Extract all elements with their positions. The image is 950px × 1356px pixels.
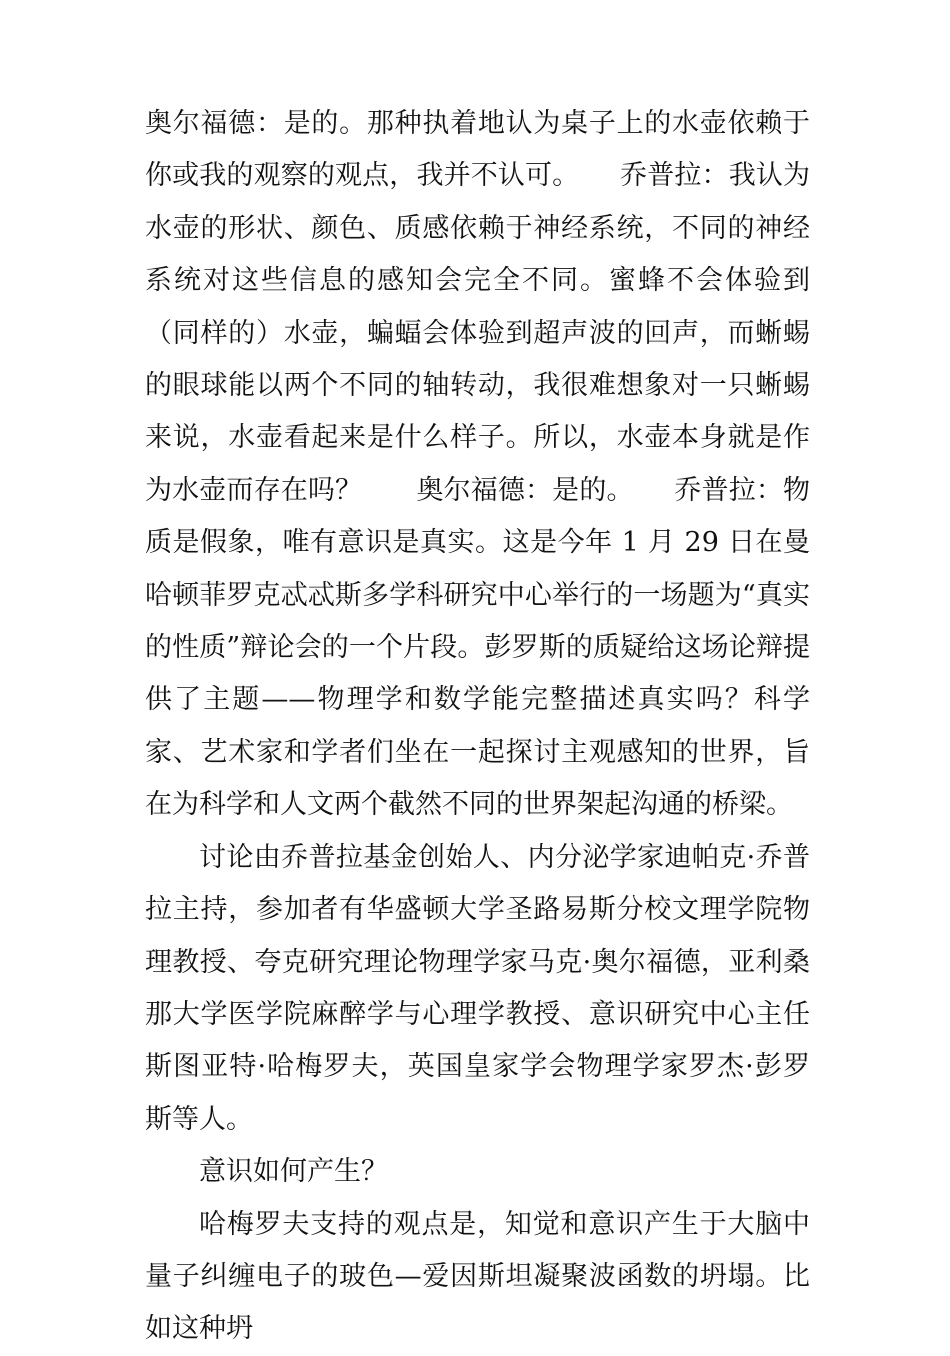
body-text xyxy=(145,98,810,1356)
section-heading-consciousness: 意识如何产生？ xyxy=(199,1156,388,1188)
paragraph-dialogue-excerpt: 奥尔福德：是的。那种执着地认为桌子上的水壶依赖于你或我的观察的观点，我并不认可。 乔普拉：我认为水壶的形状、颜色、质感依赖于神经系统，不同的神经系统对这些信息的感知会完全不同。蜜蜂不会体验到（同样的）水壶，蝙蝠会体验到超声波的回声，而蜥蜴的眼球能以两个不同的轴转动，我很难想象对一只蜥蜴来说，水壶看起来是什么样子。所以，水壶本身就是作为水壶而存在吗？ 奥尔福德：是的。 乔普拉：物质是假象，唯有意识是真实。这是今年 1 月 29 日在曼哈顿菲罗克忒忒斯多学科研究中心举行的一场题为“真实的性质”辩论会的一个片段。彭罗斯的质疑给这场论辩提供了主题——物理学和数学能完整描述真实吗？科学家、艺术家和学者们坐在一起探讨主观感知的世界，旨在为科学和人文两个截然不同的世界架起沟通的桥梁。 xyxy=(145,108,810,821)
paragraph-hameroff-view: 哈梅罗夫支持的观点是，知觉和意识产生于大脑中量子纠缠电子的玻色—爱因斯坦凝聚波函数的坍塌。比如这种坍 xyxy=(145,1208,810,1345)
paragraph-participants: 讨论由乔普拉基金创始人、内分泌学家迪帕克·乔普拉主持，参加者有华盛顿大学圣路易斯分校文理学院物理教授、夸克研究理论物理学家马克·奥尔福德，亚利桑那大学医学院麻醉学与心理学教授、意识研究中心主任斯图亚特·哈梅罗夫，英国皇家学会物理学家罗杰·彭罗斯等人。 xyxy=(145,841,810,1135)
